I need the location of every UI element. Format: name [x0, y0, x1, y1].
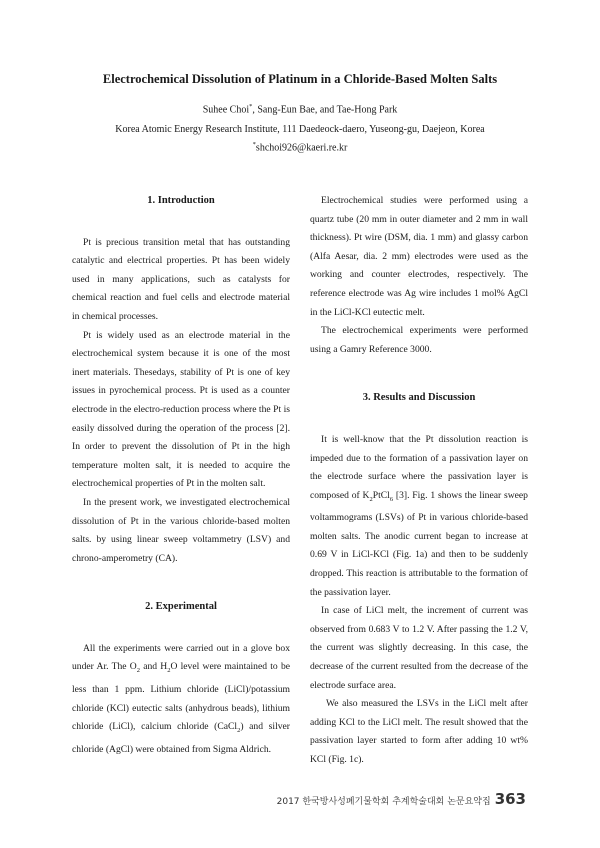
page-number: 363 [494, 790, 526, 808]
right-column [310, 192, 528, 770]
experimental-paragraph-1: All the experiments were carried out in a glove box under Ar. The $O_2$ and $H_2O$ level were maintained to be less than 1 ppm. Lithium chloride (LiCl)/potassium chloride (KCl) eutectic salts (anhydrous beads), lithium chloride (LiCl), calcium chloride (CaCl$_2$) and silver chloride (AgCl) were obtained from Sigma Aldrich. [72, 642, 291, 755]
results-paragraph-2: In case of LiCl melt, the increment of current was observed from 0.683 V to 1.2 V. After passing the 1.2 V, the current was slightly decreasing. In this case, the decrease of the current resulted from the decrease of the electrode surface area. [310, 605, 528, 691]
author-rest: , Sang-Eun Bae, and Tae-Hong Park [252, 104, 398, 116]
results-paragraph-1: It is well-know that the Pt dissolution reaction is impeded due to the formation of a passivation layer on the electrode surface where the passivation layer is composed of $K_2PtCl_6$ [3]. Fig. 1 shows the linear sweep voltammograms (LSVs) of Pt in various chloride-based molten salts. The anodic current began to increase at 0.69 V in LiCl-KCl (Fig. 1a) and then to be suddenly dropped. This reaction is attributable to the formation of the passivation layer. [310, 433, 528, 598]
contact-email [0, 141, 600, 153]
proceedings-name: 2017 한국방사성폐기물학회 추계학술대회 논문요약집 [276, 797, 491, 807]
results-paragraph-3: We also measured the LSVs in the LiCl melt after adding KCl to the LiCl melt. The result showed that the passivation layer started to form after adding 10 wt% KCl (Fig. 1c). [310, 698, 528, 765]
affiliation: Korea Atomic Energy Research Institute, 111 Daedeock-daero, Yuseong-gu, Daejeon, Korea [115, 124, 485, 135]
section-heading-experimental: 2. Experimental [145, 601, 217, 613]
section-heading-introduction: 1. Introduction [147, 195, 215, 206]
email-mark: * [252, 141, 256, 148]
section-heading-results: 3. Results and Discussion [362, 392, 476, 404]
corresponding-mark: * [249, 103, 253, 110]
intro-paragraph-3: In the present work, we investigated electrochemical dissolution of Pt in the various chloride-based molten salts. by using linear sweep voltammetry (LSV) and chrono-amperometry (CA). [72, 496, 290, 564]
email-text: shchoi926@kaeri.re.kr [255, 142, 348, 154]
page-footer [277, 790, 526, 808]
author-first: Suhee Choi [202, 104, 250, 116]
experimental-paragraph-3: The electrochemical experiments were performed using a Gamry Reference 3000. [310, 325, 528, 355]
author-list [0, 103, 600, 115]
intro-paragraph-1: Pt is precious transition metal that has outstanding catalytic and electrical properties. Pt has been widely used in many applications, such as catalysts for chemical reaction and fuel cells and electrode material in chemical processes. [72, 236, 290, 322]
intro-paragraph-2: Pt is widely used as an electrode material in the electrochemical system because it is one of the most inert materials. Thesedays, stability of Pt is one of key issues in pyrochemical process. Pt is used as a counter electrode in the electro-reduction process where the Pt is easily dissolved during the operation of the process [2]. In order to prevent the dissolution of Pt in the high temperature molten salt, it is needed to acquire the electrochemical properties of Pt in the molten salt. [72, 329, 290, 490]
experimental-paragraph-2: Electrochemical studies were performed using a quartz tube (20 mm in outer diameter and 2 mm in wall thickness). Pt wire (DSM, dia. 1 mm) and glassy carbon (Alfa Aesar, dia. 2 mm) electrodes were used as the working and counter electrodes, respectively. The reference electrode was Ag wire includes 1 mol% AgCl in the LiCl-KCl eutectic melt. [310, 195, 528, 318]
paper-title: Electrochemical Dissolution of Platinum in a Chloride-Based Molten Salts [102, 72, 498, 86]
left-column [72, 192, 290, 759]
